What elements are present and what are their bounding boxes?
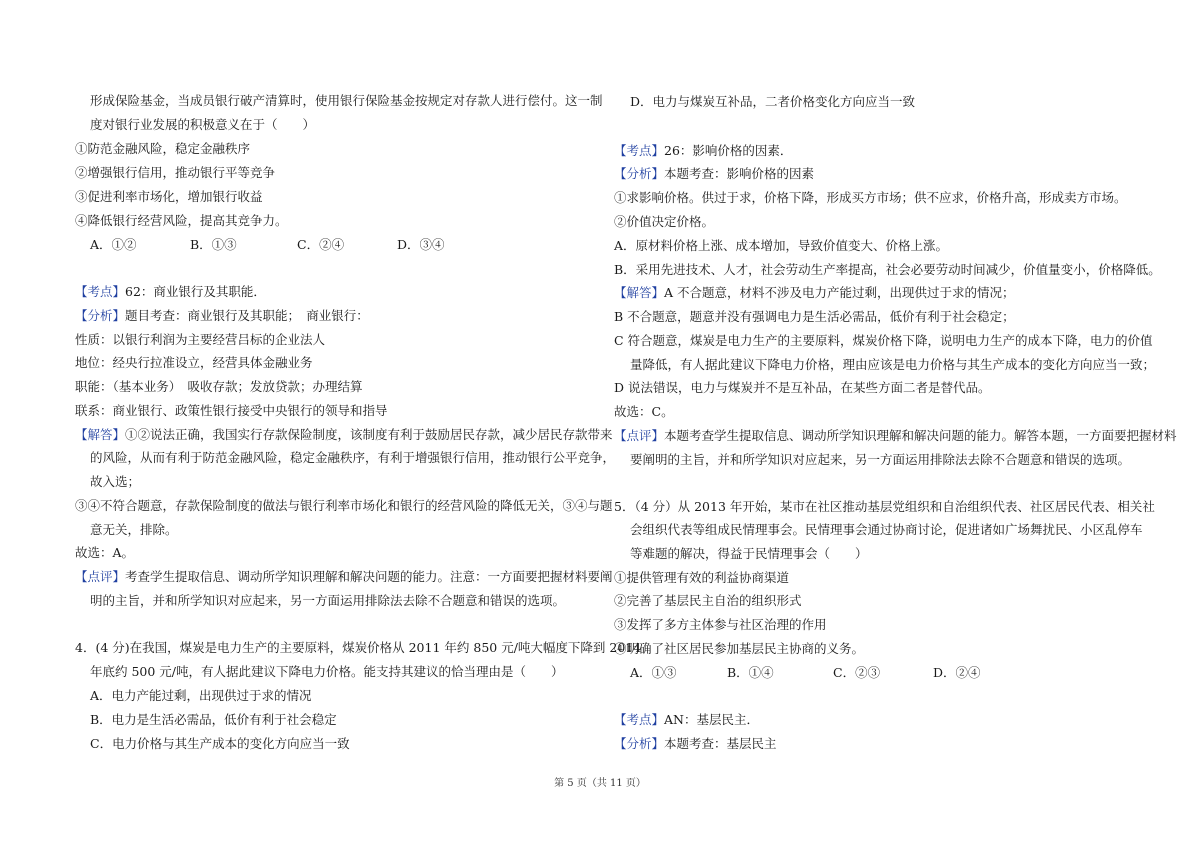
q5-stem-line: 5．（4 分）从 2013 年开始，某市在社区推动基层党组织和自治组织代表、社区居民代表、相关社 (614, 499, 1155, 514)
dianping-tag: 【点评】 (75, 569, 126, 584)
fenxi-text: 本题考查：基层民主 (664, 736, 777, 751)
kaodian-line (614, 143, 792, 159)
jieda-tag: 【解答】 (75, 427, 126, 442)
jieda-line (75, 427, 613, 443)
q3-stem-line: 形成保险基金，当成员银行破产清算时，使用银行保险基金按规定对存款人进行偿付。这一制 (90, 93, 603, 108)
q3-option-d: D．③④ (397, 237, 445, 252)
q4-option-d: D．电力与煤炭互补品，二者价格变化方向应当一致 (630, 94, 916, 109)
q3-item: ④降低银行经营风险，提高其竞争力。 (75, 213, 288, 228)
jieda-answer: 故选：A。 (75, 545, 135, 560)
q3-item: ③促进利率市场化，增加银行收益 (75, 189, 263, 204)
fenxi-tag: 【分析】 (614, 166, 665, 181)
jieda-detail: 量降低，有人据此建议下降电力价格，理由应该是电力价格与其生产成本的变化方向应当一致； (630, 357, 1156, 372)
kaodian-tag: 【考点】 (75, 284, 126, 299)
fenxi-detail: B．采用先进技术、人才，社会劳动生产率提高，社会必要劳动时间减少，价值量变小，价格降低。 (614, 262, 1161, 277)
q3-item: ①防范金融风险，稳定金融秩序 (75, 141, 251, 156)
kaodian-tag: 【考点】 (614, 143, 665, 158)
fenxi-detail: ②价值决定价格。 (614, 214, 715, 229)
q5-option-d: D．②④ (933, 665, 981, 680)
q3-options (90, 237, 445, 253)
q4-stem-line: 年底约 500 元/吨，有人据此建议下降电力价格。能支持其建议的恰当理由是（ ） (90, 664, 564, 679)
fenxi-tag: 【分析】 (614, 736, 665, 751)
q3-stem-line: 度对银行业发展的积极意义在于（ ） (90, 117, 316, 132)
q4-option: A．电力产能过剩，出现供过于求的情况 (90, 688, 312, 703)
dianping-text: 考查学生提取信息、调动所学知识理解和解决问题的能力。注意：一方面要把握材料要阐 (125, 569, 613, 584)
fenxi-detail: 性质：以银行利润为主要经营吕标的企业法人 (75, 332, 326, 347)
jieda-detail: D 说法错误，电力与煤炭并不是互补品，在某些方面二者是替代品。 (614, 380, 991, 395)
q3-option-c: C．②④ (297, 237, 345, 252)
fenxi-detail: 联系：商业银行、政策性银行接受中央银行的领导和指导 (75, 403, 388, 418)
jieda-answer: 故选：C。 (614, 404, 674, 419)
kaodian-tag: 【考点】 (614, 712, 665, 727)
q5-item: ①提供管理有效的利益协商渠道 (614, 570, 790, 585)
jieda-text: ①②说法正确，我国实行存款保险制度，该制度有利于鼓励居民存款，减少居民存款带来 (125, 427, 613, 442)
q5-option-b: B．①④ (727, 665, 774, 680)
fenxi-text: 本题考查：影响价格的因素 (664, 166, 815, 181)
kaodian-text: 26：影响价格的因素． (664, 143, 793, 158)
page-footer: 第 5 页（共 11 页） (554, 778, 646, 789)
kaodian-line-2 (614, 712, 759, 728)
dianping-tag: 【点评】 (614, 428, 665, 443)
q5-option-c: C．②③ (833, 665, 881, 680)
fenxi-line-2 (614, 736, 777, 752)
q5-item: ④明确了社区居民参加基层民主协商的义务。 (614, 641, 865, 656)
kaodian-line (75, 284, 266, 300)
kaodian-text: 62：商业银行及其职能． (125, 284, 266, 299)
fenxi-detail: ①求影响价格。供过于求，价格下降，形成买方市场；供不应求，价格升高，形成卖方市场。 (614, 190, 1127, 205)
q3-option-a: A．①② (90, 237, 137, 252)
jieda-detail: 的风险，从而有利于防范金融风险，稳定金融秩序，有利于增强银行信用，推动银行公平竞争， (90, 450, 616, 465)
jieda-tag: 【解答】 (614, 285, 665, 300)
fenxi-detail: 地位：经央行拉准设立，经营具体金融业务 (75, 355, 313, 370)
dianping-detail: 要阐明的主旨，并和所学知识对应起来，另一方面运用排除法去除不合题意和错误的选项。 (630, 452, 1131, 467)
fenxi-text: 题目考查：商业银行及其职能； 商业银行： (125, 308, 369, 323)
jieda-text: A 不合题意，材料不涉及电力产能过剩，出现供过于求的情况； (664, 285, 1015, 300)
q4-option: B．电力是生活必需品，低价有利于社会稳定 (90, 712, 337, 727)
jieda-detail: C 符合题意，煤炭是电力生产的主要原料，煤炭价格下降，说明电力生产的成本下降，电力的价值 (614, 333, 1153, 348)
q5-options (630, 665, 981, 681)
q5-item: ②完善了基层民主自治的组织形式 (614, 593, 802, 608)
dianping-text: 本题考查学生提取信息、调动所学知识理解和解决问题的能力。解答本题，一方面要把握材料 (664, 428, 1177, 443)
q5-stem-line: 等难题的解决，得益于民情理事会（ ） (630, 546, 868, 561)
jieda-detail: B 不合题意，题意并没有强调电力是生活必需品，低价有利于社会稳定； (614, 309, 1015, 324)
q3-item: ②增强银行信用，推动银行平等竞争 (75, 165, 276, 180)
q5-stem-line: 会组织代表等组成民情理事会。民情理事会通过协商讨论，促进诸如广场舞扰民、小区乱停车 (630, 522, 1143, 537)
kaodian-text: AN：基层民主． (664, 712, 759, 727)
q5-option-a: A．①③ (630, 665, 677, 680)
dianping-detail: 明的主旨，并和所学知识对应起来，另一方面运用排除法去除不合题意和错误的选项。 (90, 593, 566, 608)
dianping-line (75, 569, 613, 585)
jieda-detail: ③④不符合题意，存款保险制度的做法与银行利率市场化和银行的经营风险的降低无关，③④与题 (75, 498, 613, 513)
q4-stem-line: 4．(4 分)在我国，煤炭是电力生产的主要原料，煤炭价格从 2011 年约 850 元/吨大幅度下降到 2014 (75, 640, 642, 655)
jieda-line (614, 285, 1015, 301)
q3-option-b: B．①③ (190, 237, 237, 252)
fenxi-tag: 【分析】 (75, 308, 126, 323)
fenxi-line (614, 166, 814, 182)
fenxi-detail: 职能：（基本业务） 吸收存款；发放贷款；办理结算 (75, 379, 363, 394)
dianping-line (614, 428, 1177, 444)
fenxi-detail: A．原材料价格上涨、成本增加，导致价值变大、价格上涨。 (614, 238, 949, 253)
fenxi-line (75, 308, 369, 324)
q4-option: C．电力价格与其生产成本的变化方向应当一致 (90, 736, 350, 751)
jieda-detail: 意无关，排除。 (90, 522, 178, 537)
jieda-detail: 故入选； (90, 474, 141, 489)
q5-item: ③发挥了多方主体参与社区治理的作用 (614, 617, 827, 632)
